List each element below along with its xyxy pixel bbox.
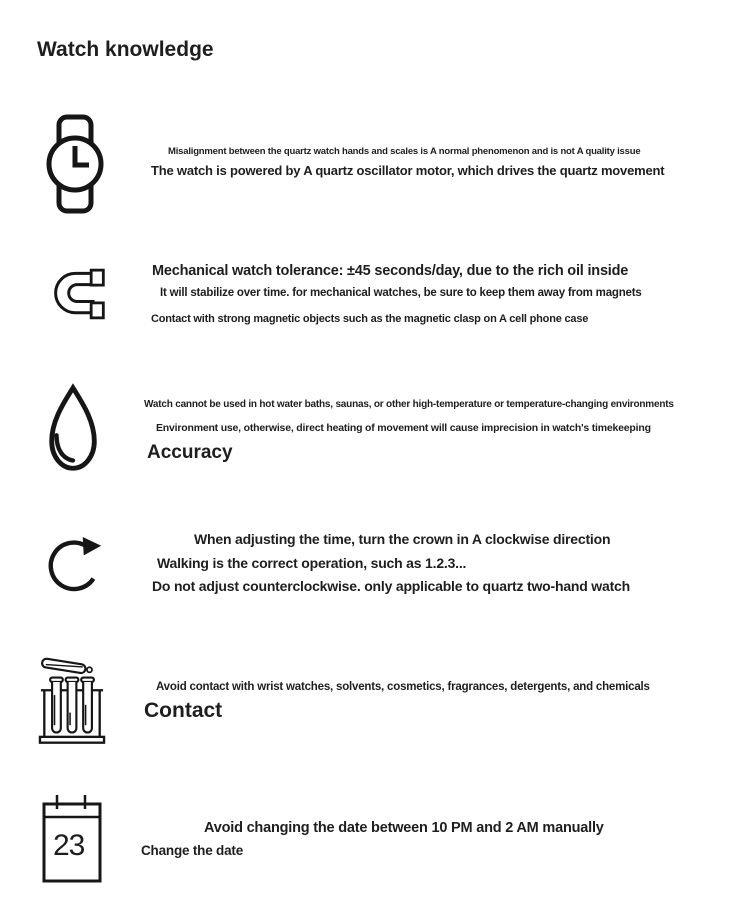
section-text: Change the date <box>141 843 244 858</box>
section-text: Walking is the correct operation, such as 1.2.3... <box>157 555 467 571</box>
water-drop-icon <box>42 381 104 478</box>
section-note: Misalignment between the quartz watch hands and scales is A normal phenomenon and is not A quality issue <box>168 146 641 157</box>
section-text: Avoid contact with wrist watches, solvents, cosmetics, fragrances, detergents, and chemicals <box>156 681 650 693</box>
section-note: Contact with strong magnetic objects such as the magnetic clasp on A cell phone case <box>151 313 589 325</box>
calendar-day-number: 23 <box>53 829 85 862</box>
section-headline: Mechanical watch tolerance: ±45 seconds/day, due to the rich oil inside <box>152 263 629 279</box>
section-text: When adjusting the time, turn the crown in A clockwise direction <box>194 531 611 547</box>
section-text: It will stabilize over time. for mechanical watches, be sure to keep them away from magnets <box>160 287 642 299</box>
section-text: Avoid changing the date between 10 PM and 2 AM manually <box>204 820 604 836</box>
page-title: Watch knowledge <box>37 38 214 61</box>
section-heading: Contact <box>144 699 223 722</box>
section-text: Do not adjust counterclockwise. only applicable to quartz two-hand watch <box>152 578 630 594</box>
section-heading: Accuracy <box>147 442 233 463</box>
section-note: Watch cannot be used in hot water baths, saunas, or other high-temperature or temperature-changing environments <box>144 399 674 410</box>
magnet-icon <box>50 265 108 323</box>
clockwise-arrow-icon <box>44 526 106 608</box>
section-text: Environment use, otherwise, direct heating of movement will cause imprecision in watch's timekeeping <box>156 422 651 434</box>
section-text: The watch is powered by A quartz oscillator motor, which drives the quartz movement <box>151 163 665 178</box>
wristwatch-icon <box>45 114 105 214</box>
test-tubes-icon <box>38 648 106 748</box>
